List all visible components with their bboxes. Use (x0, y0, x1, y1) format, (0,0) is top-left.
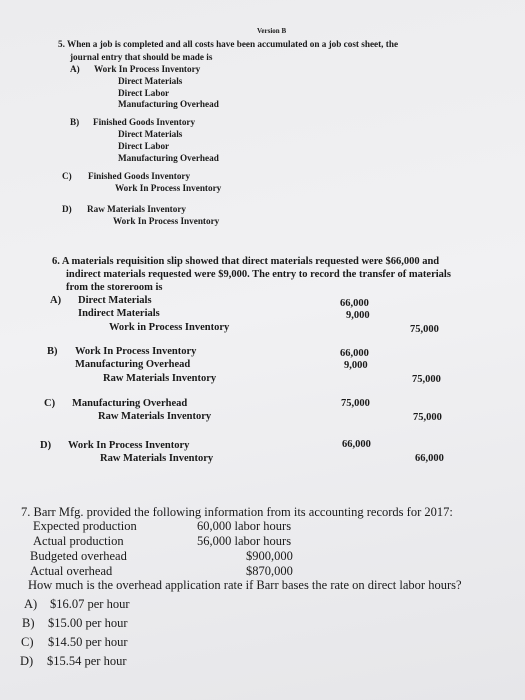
q7-row4-label: Actual overhead (30, 564, 113, 578)
q6-option-c-line1: Manufacturing Overhead (72, 398, 188, 409)
q6-option-b-debit1: 66,000 (340, 348, 369, 359)
q7-row2-value: 56,000 labor hours (197, 534, 292, 548)
q5-option-c-line1: Finished Goods Inventory (88, 171, 191, 181)
q7-answer-a-letter: A) (24, 597, 38, 611)
q6-option-b-line2: Manufacturing Overhead (75, 359, 191, 370)
q5-option-b-line2: Direct Materials (118, 129, 183, 139)
q6-option-a-line1: Direct Materials (78, 295, 152, 306)
q6-option-c-line2: Raw Materials Inventory (98, 411, 212, 422)
version-label: Version B (257, 27, 287, 35)
q6-stem-line2: indirect materials requested were $9,000. The entry to record the transfer of materials (66, 269, 451, 280)
q6-option-d-line1: Work In Process Inventory (68, 440, 190, 451)
q5-stem-line1: 5. When a job is completed and all costs have been accumulated on a job cost sheet, the (58, 39, 399, 49)
q5-option-a-line1: Work In Process Inventory (94, 64, 201, 74)
q5-option-b-letter: B) (70, 117, 80, 127)
q6-option-c-debit: 75,000 (341, 398, 370, 409)
q6-option-b-debit2: 9,000 (344, 360, 368, 371)
q6-option-c-letter: C) (44, 398, 56, 409)
q5-option-a-line4: Manufacturing Overhead (118, 99, 219, 109)
q7-question: How much is the overhead application rate if Barr bases the rate on direct labor hours? (28, 578, 462, 592)
q6-option-a-letter: A) (50, 295, 62, 306)
q5-option-c-letter: C) (62, 171, 72, 181)
q6-option-a-debit2: 9,000 (346, 310, 370, 321)
q6-option-a-credit: 75,000 (410, 324, 439, 335)
q6-option-a-debit1: 66,000 (340, 298, 369, 309)
q7-answer-a-text: $16.07 per hour (50, 597, 130, 611)
q7-answer-d-text: $15.54 per hour (47, 654, 127, 668)
q7-row1-label: Expected production (33, 519, 137, 533)
q7-stem-line1: 7. Barr Mfg. provided the following information from its accounting records for 2017: (21, 505, 453, 519)
q5-option-b-line1: Finished Goods Inventory (93, 117, 196, 127)
q6-option-d-debit: 66,000 (342, 439, 371, 450)
q5-option-d-line2: Work In Process Inventory (113, 216, 220, 226)
q5-option-a-line3: Direct Labor (118, 88, 170, 98)
q6-option-c-credit: 75,000 (413, 412, 442, 423)
q7-answer-b-text: $15.00 per hour (48, 616, 128, 630)
q6-option-d-line2: Raw Materials Inventory (100, 453, 214, 464)
q6-option-d-credit: 66,000 (415, 453, 444, 464)
q6-option-a-line3: Work in Process Inventory (109, 322, 230, 333)
q5-option-d-line1: Raw Materials Inventory (87, 204, 187, 214)
q7-answer-d-letter: D) (20, 654, 34, 668)
q6-stem-line3: from the storeroom is (66, 282, 163, 293)
q7-answer-c-text: $14.50 per hour (48, 635, 128, 649)
q6-option-b-line1: Work In Process Inventory (75, 346, 197, 357)
q7-row3-value: $900,000 (246, 549, 293, 563)
q6-stem-line1: 6. A materials requisition slip showed that direct materials requested were $66,000 and (52, 256, 440, 267)
q7-row3-label: Budgeted overhead (30, 549, 127, 563)
q7-answer-c-letter: C) (21, 635, 34, 649)
q7-answer-b-letter: B) (22, 616, 35, 630)
q5-stem-line2: journal entry that should be made is (70, 52, 213, 62)
q5-option-d-letter: D) (62, 204, 72, 214)
q6-option-d-letter: D) (40, 440, 52, 451)
q6-option-b-line3: Raw Materials Inventory (103, 373, 217, 384)
q7-row2-label: Actual production (33, 534, 124, 548)
q7-row4-value: $870,000 (246, 564, 293, 578)
q5-option-a-line2: Direct Materials (118, 76, 183, 86)
q5-option-b-line3: Direct Labor (118, 141, 170, 151)
q6-option-b-credit: 75,000 (412, 374, 441, 385)
q5-option-b-line4: Manufacturing Overhead (118, 153, 219, 163)
q5-option-c-line2: Work In Process Inventory (115, 183, 222, 193)
q6-option-b-letter: B) (47, 346, 58, 357)
q6-option-a-line2: Indirect Materials (78, 308, 160, 319)
q5-option-a-letter: A) (70, 64, 80, 74)
q7-row1-value: 60,000 labor hours (197, 519, 292, 533)
